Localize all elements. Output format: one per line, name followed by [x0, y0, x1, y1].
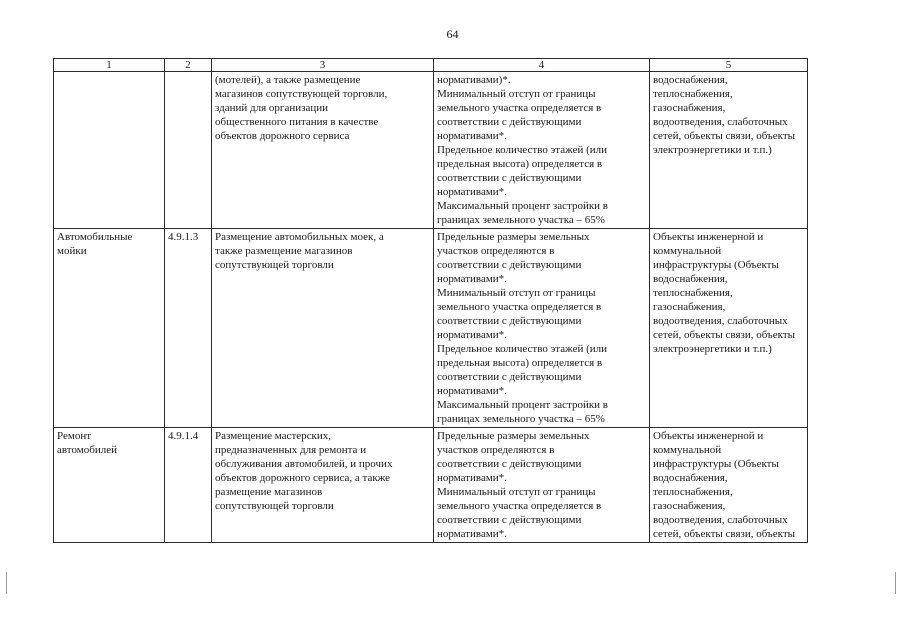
parameters-cell-line: предельная высота) определяется в	[437, 158, 603, 170]
parameters-cell-line: нормативами*.	[437, 528, 507, 540]
use-description-cell-line: предназначенных для ремонта и	[215, 444, 367, 456]
infrastructure-cell	[650, 229, 808, 428]
infrastructure-cell	[650, 428, 808, 543]
parameters-cell-line: нормативами*.	[437, 329, 507, 341]
use-code-cell-line: 4.9.1.4	[168, 430, 199, 442]
parameters-cell-line: соответствии с действующими	[437, 458, 582, 470]
parameters-cell-line: нормативами*.	[437, 186, 507, 198]
use-description-cell-line: объектов дорожного сервиса, а также	[215, 472, 391, 484]
header-col-3: 3	[212, 59, 434, 72]
use-code-cell	[165, 229, 212, 428]
use-description-cell-line: обслуживания автомобилей, и прочих	[215, 458, 393, 470]
table-row	[54, 229, 808, 428]
parameters-cell-line: участков определяются в	[437, 245, 555, 257]
infrastructure-cell-line: теплоснабжения,	[653, 88, 733, 100]
use-description-cell-line: также размещение магазинов	[215, 245, 353, 257]
use-name-cell-line: Автомобильные	[57, 231, 133, 243]
infrastructure-cell	[650, 72, 808, 229]
header-col-4: 4	[434, 59, 650, 72]
infrastructure-cell-line: теплоснабжения,	[653, 486, 733, 498]
parameters-cell-line: нормативами)*.	[437, 74, 511, 86]
infrastructure-cell-line: сетей, объекты связи, объекты	[653, 528, 796, 540]
use-name-cell	[54, 72, 165, 229]
header-col-2: 2	[165, 59, 212, 72]
infrastructure-cell-line: сетей, объекты связи, объекты	[653, 329, 796, 341]
parameters-cell-line: нормативами*.	[437, 385, 507, 397]
parameters-cell-line: Предельные размеры земельных	[437, 231, 590, 243]
parameters-cell-line: соответствии с действующими	[437, 259, 582, 271]
parameters-cell-line: соответствии с действующими	[437, 172, 582, 184]
use-description-cell-line: Размещение автомобильных моек, а	[215, 231, 384, 243]
use-name-cell-line: Ремонт	[57, 430, 92, 442]
use-description-cell-line: (мотелей), а также размещение	[215, 74, 361, 86]
use-description-cell-line: сопутствующей торговли	[215, 500, 334, 512]
parameters-cell-line: Минимальный отступ от границы	[437, 486, 596, 498]
use-code-cell-line: 4.9.1.3	[168, 231, 199, 243]
binding-mark-left	[6, 572, 7, 594]
infrastructure-cell-line: газоснабжения,	[653, 102, 726, 114]
parameters-cell-line: Максимальный процент застройки в	[437, 399, 608, 411]
parameters-cell-line: границах земельного участка – 65%	[437, 214, 605, 226]
infrastructure-cell-line: водоотведения, слаботочных	[653, 315, 788, 327]
infrastructure-cell-line: Объекты инженерной и	[653, 231, 764, 243]
binding-mark-right	[895, 572, 896, 594]
use-name-cell-line: автомобилей	[57, 444, 117, 456]
use-description-cell-line: объектов дорожного сервиса	[215, 130, 350, 142]
use-description-cell-line: общественного питания в качестве	[215, 116, 379, 128]
parameters-cell	[434, 428, 650, 543]
parameters-cell-line: Минимальный отступ от границы	[437, 287, 596, 299]
use-name-cell	[54, 229, 165, 428]
table-row	[54, 428, 808, 543]
parameters-cell	[434, 229, 650, 428]
parameters-cell-line: земельного участка определяется в	[437, 102, 602, 114]
infrastructure-cell-line: водоснабжения,	[653, 472, 728, 484]
infrastructure-cell-line: электроэнергетики и т.п.)	[653, 343, 772, 355]
parameters-cell-line: земельного участка определяется в	[437, 500, 602, 512]
parameters-cell-line: Предельные размеры земельных	[437, 430, 590, 442]
parameters-cell-line: Минимальный отступ от границы	[437, 88, 596, 100]
infrastructure-cell-line: газоснабжения,	[653, 500, 726, 512]
table-row	[54, 72, 808, 229]
infrastructure-cell-line: Объекты инженерной и	[653, 430, 764, 442]
use-description-cell-line: зданий для организации	[215, 102, 328, 114]
parameters-cell-line: земельного участка определяется в	[437, 301, 602, 313]
parameters-cell-line: соответствии с действующими	[437, 315, 582, 327]
parameters-cell-line: предельная высота) определяется в	[437, 357, 603, 369]
use-code-cell	[165, 428, 212, 543]
parameters-cell-line: соответствии с действующими	[437, 116, 582, 128]
use-code-cell	[165, 72, 212, 229]
parameters-cell-line: Максимальный процент застройки в	[437, 200, 608, 212]
page-number: 64	[446, 27, 459, 41]
parameters-cell-line: соответствии с действующими	[437, 514, 582, 526]
infrastructure-cell-line: инфраструктуры (Объекты	[653, 259, 779, 271]
infrastructure-cell-line: электроэнергетики и т.п.)	[653, 144, 772, 156]
infrastructure-cell-line: сетей, объекты связи, объекты	[653, 130, 796, 142]
infrastructure-cell-line: водоснабжения,	[653, 273, 728, 285]
infrastructure-cell-line: водоснабжения,	[653, 74, 728, 86]
use-name-cell-line: мойки	[57, 245, 87, 257]
use-description-cell-line: сопутствующей торговли	[215, 259, 334, 271]
infrastructure-cell-line: коммунальной	[653, 444, 722, 456]
use-description-cell-line: размещение магазинов	[215, 486, 323, 498]
header-col-5: 5	[650, 59, 808, 72]
use-description-cell	[212, 428, 434, 543]
infrastructure-cell-line: коммунальной	[653, 245, 722, 257]
parameters-cell-line: Предельное количество этажей (или	[437, 144, 608, 156]
parameters-cell-line: границах земельного участка – 65%	[437, 413, 605, 425]
use-description-cell	[212, 229, 434, 428]
parameters-cell-line: нормативами*.	[437, 273, 507, 285]
table-body	[54, 72, 808, 543]
parameters-cell	[434, 72, 650, 229]
use-description-cell-line: Размещение мастерских,	[215, 430, 331, 442]
infrastructure-cell-line: инфраструктуры (Объекты	[653, 458, 779, 470]
infrastructure-cell-line: водоотведения, слаботочных	[653, 116, 788, 128]
table-header	[54, 59, 808, 72]
parameters-cell-line: нормативами*.	[437, 130, 507, 142]
parameters-cell-line: соответствии с действующими	[437, 371, 582, 383]
infrastructure-cell-line: теплоснабжения,	[653, 287, 733, 299]
use-description-cell-line: магазинов сопутствующей торговли,	[215, 88, 388, 100]
infrastructure-cell-line: газоснабжения,	[653, 301, 726, 313]
infrastructure-cell-line: водоотведения, слаботочных	[653, 514, 788, 526]
header-row	[54, 59, 808, 72]
parameters-cell-line: участков определяются в	[437, 444, 555, 456]
header-col-1: 1	[54, 59, 165, 72]
use-description-cell	[212, 72, 434, 229]
parameters-cell-line: нормативами*.	[437, 472, 507, 484]
use-name-cell	[54, 428, 165, 543]
land-use-table	[53, 58, 808, 543]
parameters-cell-line: Предельное количество этажей (или	[437, 343, 608, 355]
